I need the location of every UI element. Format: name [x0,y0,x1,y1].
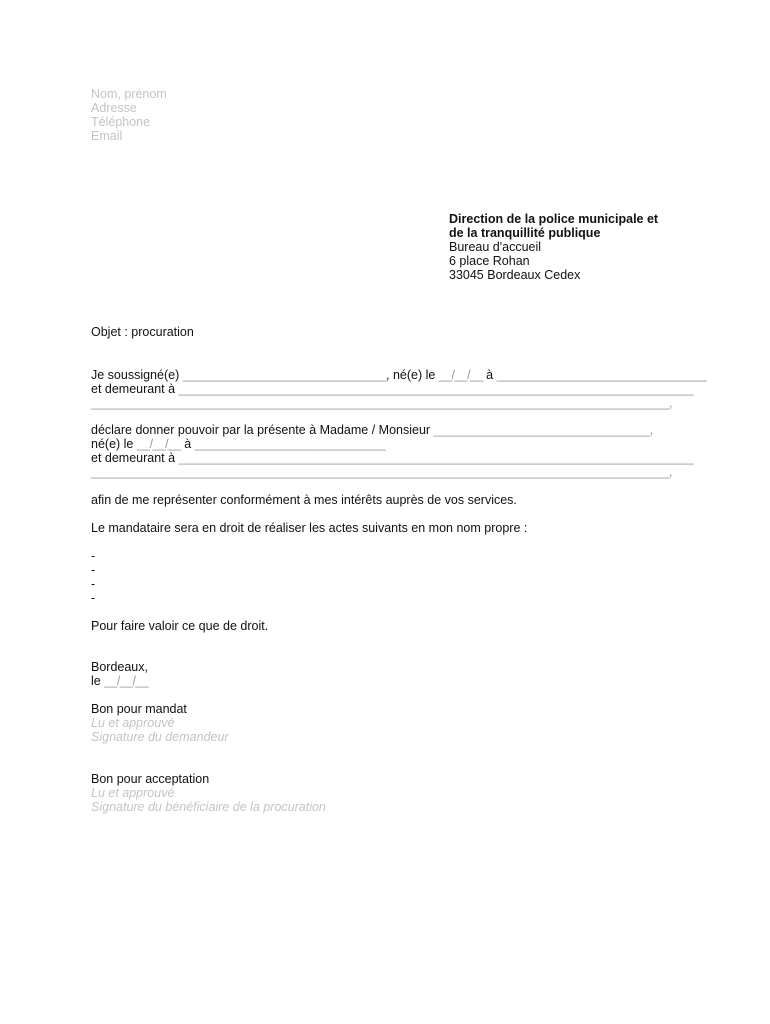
sender-email-placeholder: Email [91,129,123,143]
body-line-2 [91,382,693,396]
body-line-5-text-a: né(e) le [91,437,134,451]
recipient-line-3: Bureau d'accueil [449,240,542,254]
body-line-1 [91,368,706,382]
paragraph-representation: afin de me représenter conformément à mes intérêts auprès de vos services. [91,493,517,507]
body-line-7 [91,465,672,479]
sender-address-placeholder: Adresse [91,101,137,115]
recipient-line-4: 6 place Rohan [449,254,530,268]
closing-date [91,674,148,688]
sender-name-placeholder: Nom, prénom [91,87,167,101]
recipient-address [449,212,658,282]
acceptance-signature-placeholder[interactable]: Signature du bénéficiaire de la procuration [91,800,326,814]
proxy-residence-blank[interactable]: _________________________________________________________________________________ [178,451,694,465]
proxy-birth-date-blank[interactable]: __/__/__ [136,437,181,451]
body-line-2-text: et demeurant à [91,382,176,396]
acceptance-read-approved: Lu et approuvé [91,786,175,800]
body-line-1-text-b: , né(e) le [386,368,436,382]
mandate-title: Bon pour mandat [91,702,187,716]
mandate-signature-placeholder[interactable]: Signature du demandeur [91,730,229,744]
residence-blank-continued[interactable]: ___________________________________________________________________________________________, [91,396,672,410]
subject-line: Objet : procuration [91,325,194,339]
bullet-item-2: - [91,563,96,577]
closing-city: Bordeaux, [91,660,148,674]
proxy-residence-blank-continued[interactable]: ___________________________________________________________________________________________, [91,465,672,479]
body-line-5-text-b: à [184,437,192,451]
closing-date-blank[interactable]: __/__/__ [104,674,149,688]
birth-place-blank[interactable]: _________________________________ [496,368,707,382]
sender-phone-placeholder: Téléphone [91,115,151,129]
proxy-birth-place-blank[interactable]: ______________________________ [194,437,386,451]
body-line-1-text-a: Je soussigné(e) [91,368,180,382]
acceptance-title: Bon pour acceptation [91,772,210,786]
name-blank[interactable]: ________________________________ [182,368,386,382]
paragraph-closing-formula: Pour faire valoir ce que de droit. [91,619,269,633]
body-line-1-text-c: à [486,368,494,382]
body-line-5 [91,437,385,451]
proxy-name-blank[interactable]: __________________________________, [433,423,653,437]
body-line-4-text: déclare donner pouvoir par la présente à Madame / Monsieur [91,423,431,437]
bullet-item-4: - [91,591,96,605]
birth-date-blank[interactable]: __/__/__ [438,368,483,382]
body-line-6-text: et demeurant à [91,451,176,465]
recipient-line-1: Direction de la police municipale et [449,212,659,226]
bullet-item-3: - [91,577,96,591]
mandate-read-approved: Lu et approuvé [91,716,175,730]
body-line-4 [91,423,652,437]
body-line-3 [91,396,672,410]
body-line-6 [91,451,693,465]
closing-date-prefix: le [91,674,101,688]
residence-blank[interactable]: _________________________________________________________________________________ [178,382,694,396]
recipient-line-2: de la tranquillité publique [449,226,601,240]
recipient-line-5: 33045 Bordeaux Cedex [449,268,581,282]
paragraph-mandate-acts: Le mandataire sera en droit de réaliser les actes suivants en mon nom propre : [91,521,528,535]
bullet-item-1: - [91,549,96,563]
